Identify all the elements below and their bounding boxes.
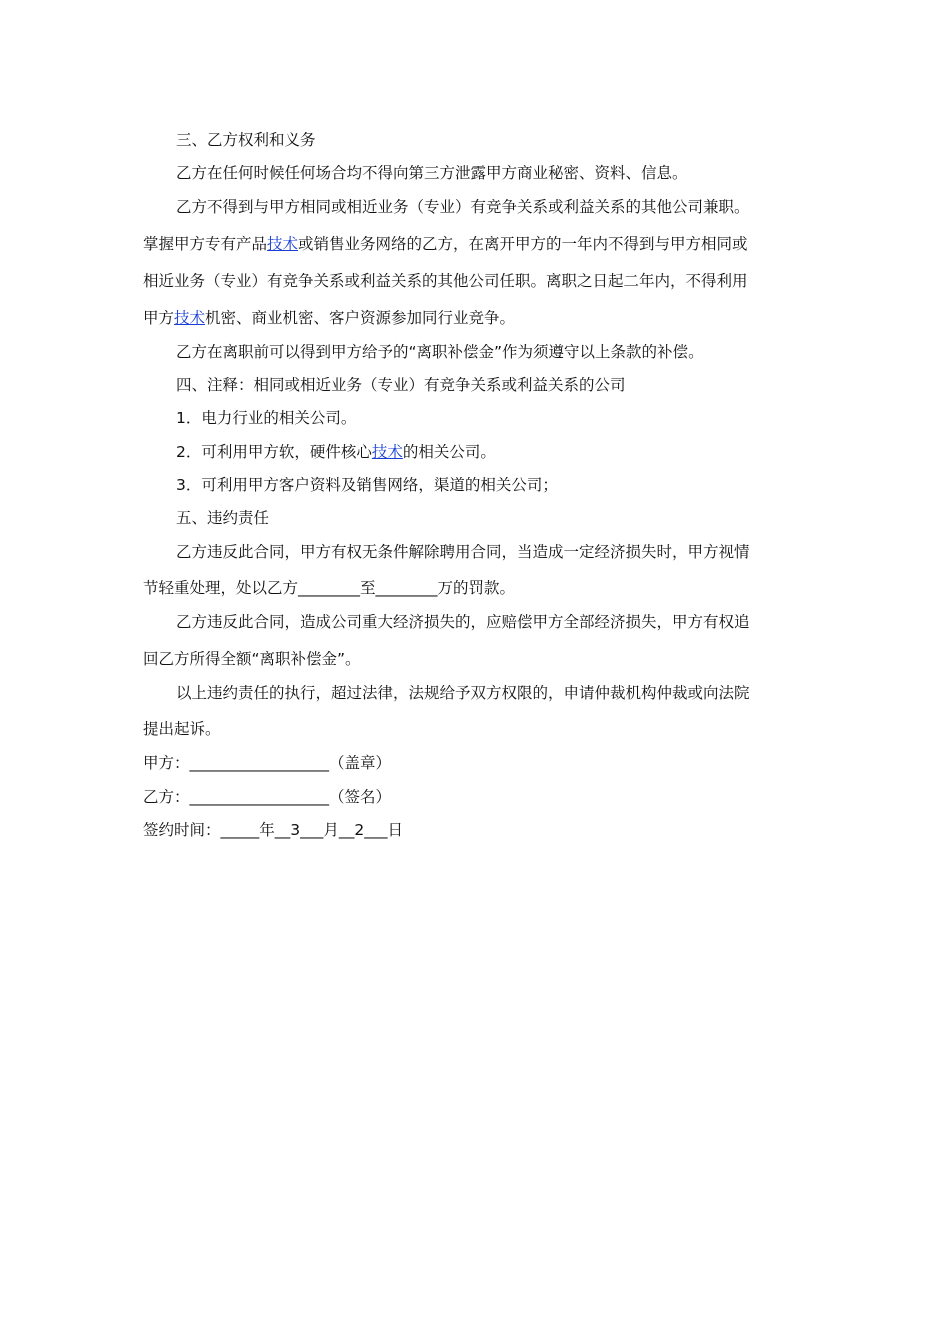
section5-paragraph-3-line-2: 提出起诉。 [143, 720, 221, 738]
section3-heading: 三、乙方权利和义务 [176, 131, 316, 149]
party-a-signature-line: 甲方：__________________（盖章） [143, 754, 392, 772]
signing-date-line: 签约时间：_____年__3___月__2___日 [143, 821, 403, 839]
party-b-signature-line: 乙方：__________________（签名） [143, 788, 392, 806]
section5-paragraph-1-line-2: 节轻重处理，处以乙方________至________万的罚款。 [143, 579, 516, 597]
section3-paragraph-2-line-3: 相近业务（专业）有竞争关系或利益关系的其他公司任职。离职之日起二年内，不得利用 [143, 272, 748, 290]
section3-paragraph-2-line-2 [143, 232, 748, 254]
text-segment: 2．可利用甲方软，硬件核心 [176, 443, 372, 461]
text-segment: 机密、商业机密、客户资源参加同行业竞争。 [205, 309, 516, 327]
section4-item-2 [176, 440, 496, 462]
section4-item-3: 3．可利用甲方客户资料及销售网络，渠道的相关公司； [176, 476, 558, 494]
tech-link-1[interactable]: 技术 [267, 235, 299, 253]
text-segment: 甲方 [143, 309, 175, 327]
text-segment: 的相关公司。 [402, 443, 496, 461]
section5-heading: 五、违约责任 [176, 509, 270, 527]
section5-paragraph-2-line-1: 乙方违反此合同，造成公司重大经济损失的，应赔偿甲方全部经济损失，甲方有权追 [176, 613, 750, 631]
text-segment: 掌握甲方专有产品 [143, 235, 268, 253]
section5-paragraph-2-line-2: 回乙方所得全额“离职补偿金”。 [143, 650, 361, 668]
text-segment: 或销售业务网络的乙方，在离开甲方的一年内不得到与甲方相同或 [298, 235, 748, 253]
tech-link-3[interactable]: 技术 [371, 443, 403, 461]
section3-paragraph-3: 乙方在离职前可以得到甲方给予的“离职补偿金”作为须遵守以上条款的补偿。 [176, 343, 704, 361]
section4-item-1: 1．电力行业的相关公司。 [176, 409, 357, 427]
tech-link-2[interactable]: 技术 [174, 309, 206, 327]
section4-heading: 四、注释：相同或相近业务（专业）有竞争关系或利益关系的公司 [176, 376, 626, 394]
section5-paragraph-1-line-1: 乙方违反此合同，甲方有权无条件解除聘用合同，当造成一定经济损失时，甲方视情 [176, 543, 750, 561]
section5-paragraph-3-line-1: 以上违约责任的执行，超过法律，法规给予双方权限的，申请仲裁机构仲裁或向法院 [176, 684, 750, 702]
section3-paragraph-2-line-4 [143, 306, 515, 328]
section3-paragraph-1: 乙方在任何时候任何场合均不得向第三方泄露甲方商业秘密、资料、信息。 [176, 164, 688, 182]
section3-paragraph-2-line-1: 乙方不得到与甲方相同或相近业务（专业）有竞争关系或利益关系的其他公司兼职。 [176, 198, 750, 216]
